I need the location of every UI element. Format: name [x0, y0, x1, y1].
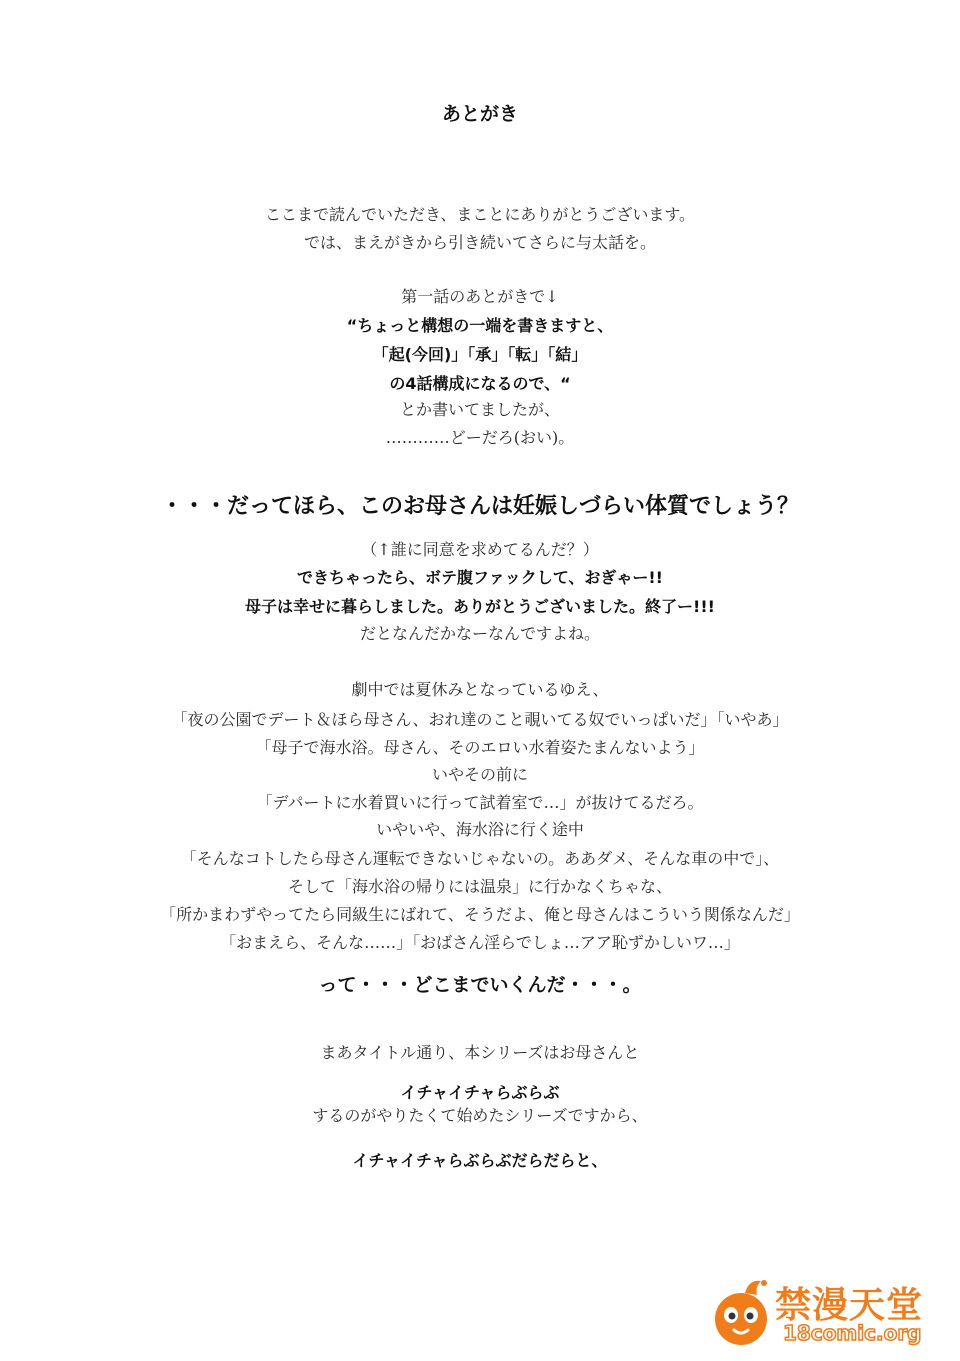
text-line: 「母子で海水浴。母さん、そのエロい水着姿たまんないよう」: [255, 738, 705, 757]
text-line: いやその前に: [431, 765, 528, 784]
text-line: そして「海水浴の帰りには温泉」に行かなくちゃな、: [287, 877, 672, 896]
emphasis-line: できちゃったら、ボテ腹ファックして、おぎゃー!!: [297, 568, 663, 587]
site-watermark: [705, 1273, 935, 1353]
text-line: …………どーだろ(おい)。: [385, 428, 575, 447]
emphasis-line: の4話構成になるので、“: [389, 374, 571, 393]
emphasis-line: イチャイチャらぶらぶ: [400, 1083, 560, 1102]
text-line: 劇中では夏休みとなっているゆえ、: [351, 680, 609, 699]
text-line: いやいや、海水浴に行く途中: [376, 820, 584, 839]
text-line: とか書いてましたが、: [399, 400, 560, 419]
page-title: あとがき: [441, 103, 518, 125]
text-line: まあタイトル通り、本シリーズはお母さんと: [320, 1043, 640, 1062]
text-line: だとなんだかなーなんですよね。: [359, 624, 600, 643]
emphasis-line: 「起(今回)」「承」「転」「結」: [372, 345, 588, 364]
text-line: では、まえがきから引き続いてさらに与太話を。: [303, 233, 656, 252]
headline-line: ・・・だってほら、このお母さんは妊娠しづらい体質でしょう？: [160, 494, 799, 519]
emphasis-line: イチャイチャらぶらぶだらだらと、: [352, 1151, 608, 1170]
emphasis-line: 母子は幸せに暮らしました。ありがとうございました。終了ー!!!: [245, 597, 715, 616]
watermark-url: 18comic.org: [783, 1321, 922, 1345]
text-line: 第一話のあとがきで↓: [401, 287, 559, 306]
emphasis-line: “ちょっと構想の一端を書きますと、: [346, 316, 614, 335]
text-line: 「おまえら、そんな……」「おばさん淫らでしょ…アア恥ずかしいワ…」: [220, 933, 740, 952]
text-line: ここまで読んでいただき、まことにありがとうございます。: [264, 205, 696, 224]
text-line: （↑誰に同意を求めてるんだ？）: [361, 540, 599, 559]
text-line: 「そんなコトしたら母さん運転できないじゃないの。ああダメ、そんな車の中で」、: [180, 849, 780, 868]
headline-line: って・・・どこまでいくんだ・・・。: [318, 974, 642, 996]
text-line: 「夜の公園でデート＆ほら母さん、おれ達のこと覗いてる奴でいっぱいだ」「いやあ」: [171, 710, 789, 729]
watermark-site-name: 禁漫天堂: [775, 1285, 924, 1326]
text-line: 「デパートに水着買いに行って試着室で…」が抜けてるだろ。: [256, 793, 704, 812]
text-line: するのがやりたくて始めたシリーズですから、: [312, 1106, 648, 1125]
text-line: 「所かまわずやってたら同級生にばれて、そうだよ、俺と母さんはこういう関係なんだ」: [160, 905, 800, 924]
mascot-logo-icon: [705, 1273, 777, 1351]
